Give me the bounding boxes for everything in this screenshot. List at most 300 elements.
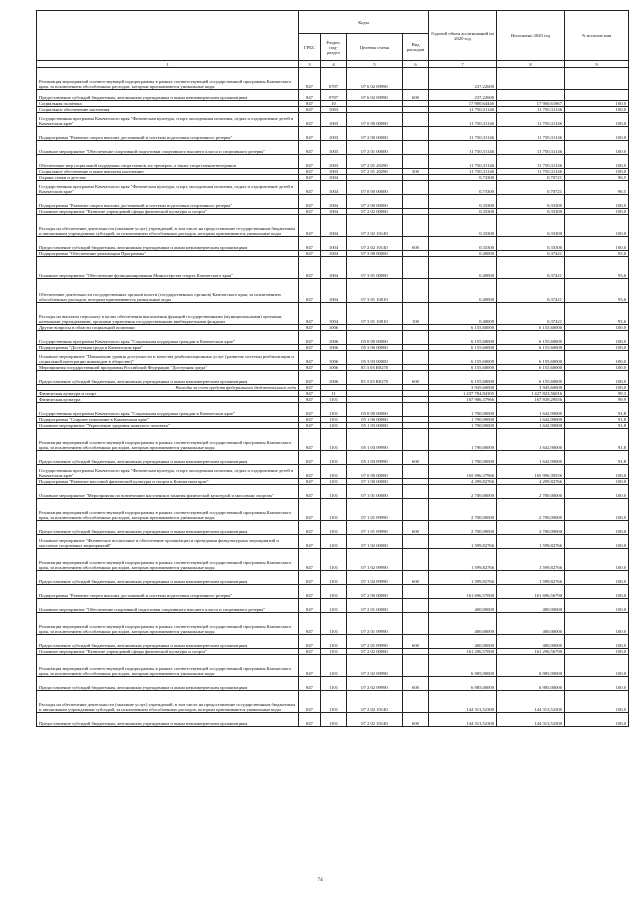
row-exp-type: [403, 195, 429, 209]
row-annual: 11 750,31146: [429, 169, 497, 175]
row-target: 07 0 00 00000: [347, 113, 403, 127]
row-target: 07 2 02 09990: [347, 655, 403, 677]
row-grbs: 847: [299, 549, 321, 571]
row-grbs: 847: [299, 325, 321, 331]
row-annual: 2 700,00000: [429, 485, 497, 499]
row-exp-type: 600: [403, 451, 429, 465]
row-target: 07 2 02 10140: [347, 691, 403, 713]
row-target: 07 1 02 00000: [347, 535, 403, 549]
row-exp-type: 600: [403, 90, 429, 101]
table-row: [37, 713, 629, 727]
row-executed: 1 599,82766: [497, 549, 565, 571]
row-annual: 144 313,52300: [429, 713, 497, 727]
row-grbs: 847: [299, 585, 321, 599]
row-target: 07 2 01 09990: [347, 613, 403, 635]
row-percent: 100,0: [565, 655, 629, 677]
col-num-6: 7: [429, 61, 497, 68]
row-section: 1101: [321, 465, 347, 479]
col-num-4: 5: [347, 61, 403, 68]
row-grbs: 847: [299, 90, 321, 101]
row-target: 07 2 01 00000: [347, 599, 403, 613]
row-executed: 161 296,56790: [497, 649, 565, 655]
row-percent: 100,0: [565, 485, 629, 499]
row-exp-type: [403, 549, 429, 571]
row-grbs: 847: [299, 113, 321, 127]
row-name: Подпрограмма "Старшее поколение в Камчатском крае": [37, 417, 299, 423]
row-section: 1101: [321, 635, 347, 649]
table-row: [37, 479, 629, 485]
table-row: [37, 599, 629, 613]
row-exp-type: 300: [403, 169, 429, 175]
row-annual: 0,40000: [429, 279, 497, 303]
row-executed: 6 155,60000: [497, 365, 565, 371]
row-percent: 100,0: [565, 113, 629, 127]
row-exp-type: [403, 403, 429, 417]
row-name: Предоставление субсидий бюджетным, автономным учреждениям и иным некоммерческим организациям: [37, 713, 299, 727]
row-percent: 91,8: [565, 403, 629, 417]
row-grbs: 847: [299, 257, 321, 279]
row-section: 1101: [321, 403, 347, 417]
row-grbs: 847: [299, 371, 321, 385]
row-target: 07 2 02 00000: [347, 209, 403, 215]
table-row: [37, 485, 629, 499]
row-exp-type: [403, 535, 429, 549]
row-annual: 6 155,60000: [429, 345, 497, 351]
row-exp-type: 600: [403, 635, 429, 649]
row-section: 1101: [321, 521, 347, 535]
row-grbs: 847: [299, 175, 321, 181]
row-exp-type: [403, 429, 429, 451]
row-annual: 4 299,82766: [429, 479, 497, 485]
row-executed: 0,33300: [497, 209, 565, 215]
row-executed: 144 313,52300: [497, 691, 565, 713]
row-target: 07 2 02 09990: [347, 677, 403, 691]
row-annual: 400,00000: [429, 635, 497, 649]
row-name: Подпрограмма "Обеспечение реализации Программы": [37, 251, 299, 257]
table-row: [37, 303, 629, 325]
row-target: 07 0 00 00000: [347, 181, 403, 195]
row-executed: 11 750,31146: [497, 169, 565, 175]
row-annual: 165 996,37966: [429, 465, 497, 479]
row-section: 1003: [321, 169, 347, 175]
row-annual: 11 750,31146: [429, 141, 497, 155]
row-annual: 1 790,00000: [429, 451, 497, 465]
row-grbs: 847: [299, 521, 321, 535]
row-annual: 6 155,60000: [429, 331, 497, 345]
row-grbs: 847: [299, 365, 321, 371]
row-name: Мероприятия государственной программы Российской Федерации "Доступная среда": [37, 365, 299, 371]
row-target: 07 1 01 09990: [347, 521, 403, 535]
row-name: Реализация мероприятий соответствующей подпрограммы в рамках соответствующей государственной программы Камчатского края, за исключением обособленных расходов, которым присваиваются уникальные коды: [37, 68, 299, 90]
row-executed: 0,37421: [497, 251, 565, 257]
col-num-2: 3: [299, 61, 321, 68]
table-row: [37, 613, 629, 635]
row-name: Охрана семьи и детства: [37, 175, 299, 181]
row-section: 1101: [321, 499, 347, 521]
row-name: Предоставление субсидий бюджетным, автономным учреждениям и иным некоммерческим организациям: [37, 237, 299, 251]
row-exp-type: [403, 257, 429, 279]
row-executed: 400,00000: [497, 613, 565, 635]
row-exp-type: [403, 691, 429, 713]
table-row: [37, 113, 629, 127]
row-annual: 161 696,57000: [429, 585, 497, 599]
row-grbs: 847: [299, 195, 321, 209]
row-grbs: 847: [299, 331, 321, 345]
row-exp-type: [403, 155, 429, 169]
row-percent: 100,0: [565, 351, 629, 365]
row-section: 1101: [321, 485, 347, 499]
row-annual: 0,40000: [429, 257, 497, 279]
row-executed: 11 750,31146: [497, 155, 565, 169]
row-percent: 96,5: [565, 175, 629, 181]
row-name: Предоставление субсидий бюджетным, автономным учреждениям и иным некоммерческим организациям: [37, 90, 299, 101]
row-name: Основное мероприятие "Обеспечение спортивной подготовки спортивного высшего класса и спортивного резерва": [37, 141, 299, 155]
page-number: 74: [317, 877, 323, 883]
row-section: 1004: [321, 257, 347, 279]
row-executed: [497, 68, 565, 90]
table-row: [37, 279, 629, 303]
row-executed: 167 839,29556: [497, 397, 565, 403]
table-row: [37, 68, 629, 90]
row-target: 05 1 03 09990: [347, 451, 403, 465]
row-exp-type: [403, 127, 429, 141]
row-annual: 11 750,31146: [429, 155, 497, 169]
row-section: 1006: [321, 365, 347, 371]
row-name: Государственная программа Камчатского края "Физическая культура, спорт, молодежная политика, отдых и оздоровление детей в Камчатском крае": [37, 113, 299, 127]
row-percent: 100,0: [565, 169, 629, 175]
row-name: Подпрограмма "Развитие спорта высших достижений и системы подготовки спортивного резерва": [37, 585, 299, 599]
row-section: 1006: [321, 331, 347, 345]
row-percent: 91,8: [565, 417, 629, 423]
row-percent: 100,0: [565, 549, 629, 571]
row-grbs: 847: [299, 279, 321, 303]
row-exp-type: [403, 141, 429, 155]
row-executed: 1 642,90000: [497, 451, 565, 465]
header-executed: Исполнено 2020 год: [497, 11, 565, 61]
row-target: 07 3 01 00000: [347, 257, 403, 279]
table-row: [37, 423, 629, 429]
row-executed: [497, 90, 565, 101]
row-executed: 400,00000: [497, 599, 565, 613]
row-grbs: 847: [299, 499, 321, 521]
row-grbs: 847: [299, 451, 321, 465]
table-body: [37, 68, 629, 727]
row-target: 07 2 01 20290: [347, 155, 403, 169]
row-percent: 100,0: [565, 237, 629, 251]
row-exp-type: 100: [403, 303, 429, 325]
row-grbs: 847: [299, 251, 321, 257]
row-exp-type: [403, 68, 429, 90]
row-annual: 11 750,31146: [429, 107, 497, 113]
col-num-5: 6: [403, 61, 429, 68]
row-executed: 11 750,31146: [497, 107, 565, 113]
row-grbs: 847: [299, 345, 321, 351]
row-section: 1101: [321, 397, 347, 403]
row-percent: 100,0: [565, 155, 629, 169]
row-executed: 6 155,60000: [497, 331, 565, 345]
row-annual: 1 599,82766: [429, 549, 497, 571]
row-exp-type: [403, 113, 429, 127]
row-annual: 11 750,31146: [429, 127, 497, 141]
row-executed: 6 985,00000: [497, 655, 565, 677]
table-row: [37, 691, 629, 713]
row-percent: 100,0: [565, 365, 629, 371]
row-exp-type: [403, 655, 429, 677]
table-row: [37, 635, 629, 649]
row-executed: 0,37421: [497, 279, 565, 303]
column-number-row: [37, 61, 629, 68]
table-row: [37, 237, 629, 251]
row-executed: 6 155,60000: [497, 351, 565, 365]
row-target: 07 2 02 10140: [347, 215, 403, 237]
row-name: Расходы на обеспечение деятельности (оказание услуг) учреждений, в том числе на предоставление государственным бюджетным и автономным учреждениям субсидий, за исключением обособленных расходов, которым присваиваются уникальные коды: [37, 215, 299, 237]
row-section: 1003: [321, 113, 347, 127]
row-grbs: 847: [299, 101, 321, 107]
row-annual: 3 945,60000: [429, 385, 497, 391]
header-annual: Годовой объем ассигнований на 2020 год: [429, 11, 497, 61]
row-name: Обеспечение мер социальной поддержки спортсменов, их тренеров, а также спортсменов-ветеранов: [37, 155, 299, 169]
table-row: [37, 571, 629, 585]
row-name: Обеспечение деятельности государственных органов власти (государственных органов) Камчатского края, за исключением обособленных расходов, которым присваиваются уникальные коды: [37, 279, 299, 303]
row-exp-type: 600: [403, 571, 429, 585]
row-grbs: 847: [299, 429, 321, 451]
row-executed: 1 427 823,56016: [497, 391, 565, 397]
table-row: [37, 417, 629, 423]
row-executed: 6 155,60000: [497, 325, 565, 331]
row-grbs: 847: [299, 485, 321, 499]
row-executed: 11 750,31146: [497, 127, 565, 141]
row-section: 1004: [321, 303, 347, 325]
row-percent: 93,6: [565, 251, 629, 257]
col-num-1: 1: [37, 61, 299, 68]
row-percent: 100,0: [565, 385, 629, 391]
row-percent: 91,8: [565, 423, 629, 429]
row-percent: 91,8: [565, 451, 629, 465]
row-grbs: 847: [299, 649, 321, 655]
row-executed: 2 700,00000: [497, 485, 565, 499]
row-grbs: 847: [299, 677, 321, 691]
row-section: 1101: [321, 655, 347, 677]
table-row: [37, 257, 629, 279]
row-target: 05 3 03 R0270: [347, 371, 403, 385]
header-target: Целевая статья: [347, 34, 403, 61]
row-annual: 0,73300: [429, 181, 497, 195]
row-name: Расходы на обеспечение деятельности (оказание услуг) учреждений, в том числе на предоставление государственным бюджетным и автономным учреждениям субсидий, за исключением обособленных расходов, которым присваиваются уникальные коды: [37, 691, 299, 713]
row-percent: 100,0: [565, 649, 629, 655]
row-percent: 100,0: [565, 141, 629, 155]
row-annual: 167 986,37966: [429, 397, 497, 403]
table-row: [37, 331, 629, 345]
row-executed: 17 900,61867: [497, 101, 565, 107]
row-exp-type: [403, 465, 429, 479]
row-name: Физическая культура: [37, 397, 299, 403]
row-annual: 11 750,31146: [429, 113, 497, 127]
header-grbs: ГРБС: [299, 34, 321, 61]
row-section: 1004: [321, 215, 347, 237]
header-exp-type: Вид расходов: [403, 34, 429, 61]
row-grbs: 847: [299, 107, 321, 113]
row-target: 05 1 03 09990: [347, 429, 403, 451]
row-section: 10: [321, 101, 347, 107]
table-row: [37, 325, 629, 331]
row-executed: 11 750,31146: [497, 141, 565, 155]
row-percent: 100,0: [565, 521, 629, 535]
row-grbs: 847: [299, 303, 321, 325]
row-name: Реализация мероприятий соответствующей подпрограммы в рамках соответствующей государственной программы Камчатского края, за исключением обособленных расходов, которым присваиваются уникальные коды: [37, 613, 299, 635]
row-grbs: 847: [299, 127, 321, 141]
row-percent: 100,0: [565, 713, 629, 727]
row-grbs: 847: [299, 465, 321, 479]
row-target: 07 1 02 09990: [347, 571, 403, 585]
row-annual: 1 599,82766: [429, 535, 497, 549]
row-percent: 100,0: [565, 331, 629, 345]
row-executed: 1 642,90000: [497, 423, 565, 429]
row-name: Предоставление субсидий бюджетным, автономным учреждениям и иным некоммерческим организациям: [37, 677, 299, 691]
row-section: 1101: [321, 429, 347, 451]
row-name: Подпрограмма "Развитие спорта высших достижений и системы подготовки спортивного резерва": [37, 127, 299, 141]
row-percent: 100,0: [565, 677, 629, 691]
row-section: 1101: [321, 585, 347, 599]
col-num-7: 8: [497, 61, 565, 68]
row-section: 1003: [321, 141, 347, 155]
row-executed: 0,33300: [497, 215, 565, 237]
row-target: 07 1 00 00000: [347, 479, 403, 485]
row-section: 1101: [321, 535, 347, 549]
row-annual: 0,33300: [429, 195, 497, 209]
row-grbs: 847: [299, 155, 321, 169]
table-row: [37, 169, 629, 175]
row-annual: 6 155,60000: [429, 371, 497, 385]
row-percent: 100,0: [565, 107, 629, 113]
row-target: 05 3 00 00000: [347, 345, 403, 351]
row-annual: 1 790,00000: [429, 429, 497, 451]
row-percent: 100,0: [565, 635, 629, 649]
row-target: 05 0 00 00000: [347, 403, 403, 417]
row-annual: 400,00000: [429, 613, 497, 635]
row-executed: 4 299,82766: [497, 479, 565, 485]
row-exp-type: 600: [403, 677, 429, 691]
row-name: Предоставление субсидий бюджетным, автономным учреждениям и иным некоммерческим организациям: [37, 571, 299, 585]
row-section: 1006: [321, 325, 347, 331]
table-row: [37, 429, 629, 451]
row-executed: 1 642,90000: [497, 403, 565, 417]
row-exp-type: 600: [403, 371, 429, 385]
row-percent: 100,0: [565, 571, 629, 585]
header-name: [37, 11, 299, 61]
row-annual: 2 700,00000: [429, 521, 497, 535]
table-row: [37, 215, 629, 237]
row-executed: 0,70721: [497, 181, 565, 195]
row-annual: 6 985,00000: [429, 655, 497, 677]
row-exp-type: [403, 585, 429, 599]
row-grbs: 847: [299, 181, 321, 195]
row-section: 1101: [321, 451, 347, 465]
table-row: [37, 521, 629, 535]
row-grbs: 847: [299, 141, 321, 155]
table-row: [37, 499, 629, 521]
row-annual: 161 296,57000: [429, 649, 497, 655]
row-section: 1101: [321, 713, 347, 727]
row-section: 1101: [321, 423, 347, 429]
row-percent: 100,0: [565, 325, 629, 331]
row-exp-type: [403, 599, 429, 613]
row-exp-type: [403, 215, 429, 237]
row-name: Предоставление субсидий бюджетным, автономным учреждениям и иным некоммерческим организациям: [37, 371, 299, 385]
row-executed: 144 313,52300: [497, 713, 565, 727]
budget-table: [36, 10, 629, 727]
table-row: [37, 195, 629, 209]
row-target: 07 3 01 10010: [347, 303, 403, 325]
row-name: Предоставление субсидий бюджетным, автономным учреждениям и иным некоммерческим организациям: [37, 521, 299, 535]
row-name: Реализация мероприятий соответствующей подпрограммы в рамках соответствующей государственной программы Камчатского края, за исключением обособленных расходов, которым присваиваются уникальные коды: [37, 655, 299, 677]
row-section: 1004: [321, 175, 347, 181]
row-section: 1101: [321, 571, 347, 585]
row-annual: 0,33300: [429, 215, 497, 237]
row-name: Другие вопросы в области социальной политики: [37, 325, 299, 331]
row-annual: 1 790,00000: [429, 403, 497, 417]
row-target: 05 3 03 00000: [347, 351, 403, 365]
row-name: Расходы за счет средств федерального бюджета/иного года: [37, 385, 299, 391]
row-target: 07 2 00 00000: [347, 195, 403, 209]
row-percent: 91,8: [565, 429, 629, 451]
row-name: Основное мероприятие "Обеспечение спортивной подготовки спортивного высшего класса и спортивного резерва": [37, 599, 299, 613]
table-row: [37, 345, 629, 351]
row-executed: 1 599,82766: [497, 571, 565, 585]
row-annual: 0,33300: [429, 209, 497, 215]
row-section: 1101: [321, 599, 347, 613]
row-section: 1003: [321, 127, 347, 141]
row-exp-type: [403, 485, 429, 499]
row-name: Государственная программа Камчатского края "Социальная поддержка граждан в Камчатском крае": [37, 331, 299, 345]
table-row: [37, 351, 629, 365]
header-section: Раздел, под-раздел: [321, 34, 347, 61]
row-exp-type: [403, 351, 429, 365]
row-executed: 165 996,39556: [497, 465, 565, 479]
row-target: 07 3 00 00000: [347, 251, 403, 257]
row-exp-type: 600: [403, 713, 429, 727]
row-percent: 100,0: [565, 499, 629, 521]
table-row: [37, 465, 629, 479]
row-percent: 100,0: [565, 209, 629, 215]
row-section: 1006: [321, 371, 347, 385]
row-target: 07 2 00 00000: [347, 585, 403, 599]
row-section: 1101: [321, 549, 347, 571]
row-target: 07 2 01 00000: [347, 141, 403, 155]
row-exp-type: [403, 331, 429, 345]
row-exp-type: [403, 499, 429, 521]
row-executed: 6 155,60000: [497, 345, 565, 351]
row-grbs: 847: [299, 423, 321, 429]
row-annual: 17 900,64446: [429, 101, 497, 107]
row-name: Основное мероприятие "Физическое воспитание и обеспечение организации и проведения физкультурных мероприятий и массовых спортивных мероприятий": [37, 535, 299, 549]
row-annual: 2 700,00000: [429, 499, 497, 521]
row-executed: 2 700,00000: [497, 499, 565, 521]
row-annual: 1 790,00000: [429, 423, 497, 429]
row-percent: 100,0: [565, 535, 629, 549]
row-target: 05 0 00 00000: [347, 331, 403, 345]
row-section: 1101: [321, 691, 347, 713]
table-row: [37, 181, 629, 195]
row-percent: 100,0: [565, 345, 629, 351]
row-percent: [565, 68, 629, 90]
row-name: Государственная программа Камчатского края "Физическая культура, спорт, молодежная политика, отдых и оздоровление детей в Камчатском крае": [37, 181, 299, 195]
row-grbs: 847: [299, 215, 321, 237]
col-num-8: 9: [565, 61, 629, 68]
row-name: Физическая культура и спорт: [37, 391, 299, 397]
row-target: 07 1 01 00000: [347, 485, 403, 499]
row-annual: 6 155,60000: [429, 351, 497, 365]
row-annual: 6 155,60000: [429, 325, 497, 331]
